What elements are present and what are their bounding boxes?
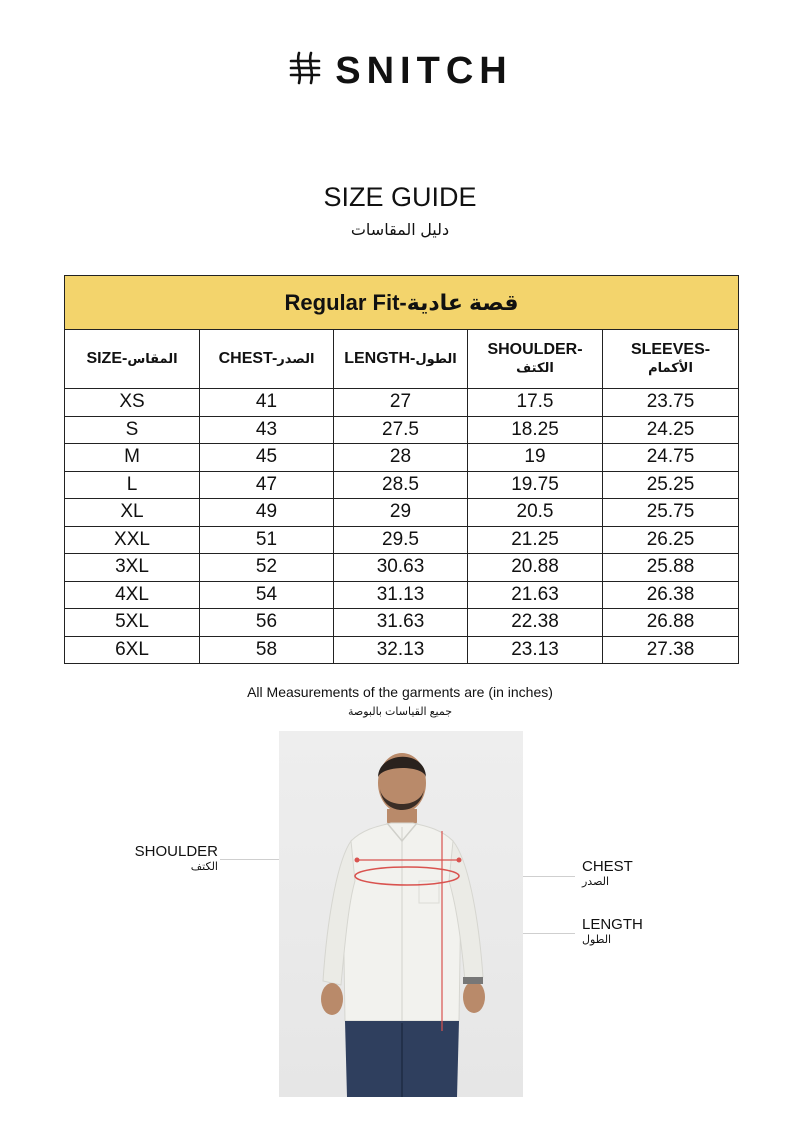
column-header-en: SHOULDER- <box>487 341 583 358</box>
page-subtitle-arabic: دليل المقاسات <box>350 222 450 239</box>
table-cell: 27.38 <box>603 636 739 664</box>
table-cell: 54 <box>200 581 334 609</box>
table-cell: 28 <box>334 444 468 472</box>
table-cell: 31.13 <box>334 581 468 609</box>
table-row <box>65 444 739 472</box>
table-cell: 32.13 <box>334 636 468 664</box>
brand-name: SNITCH <box>335 49 513 92</box>
table-cell: 17.5 <box>468 389 603 417</box>
table-cell: 26.88 <box>603 609 739 637</box>
brand-logo <box>0 50 800 91</box>
table-cell: XXL <box>65 526 200 554</box>
table-cell: 19 <box>468 444 603 472</box>
table-cell: 41 <box>200 389 334 417</box>
length-label <box>582 916 643 947</box>
table-row <box>65 526 739 554</box>
column-header-ar: الأكمام <box>648 360 693 375</box>
measurement-note: All Measurements of the garments are (in inches) <box>247 684 553 700</box>
model-photo <box>279 731 523 1097</box>
table-row <box>65 609 739 637</box>
table-cell: 20.88 <box>468 554 603 582</box>
chest-label-ar: الصدر <box>582 876 610 888</box>
table-row <box>65 389 739 417</box>
model-watch <box>463 977 483 984</box>
column-header-en: SLEEVES- <box>630 341 711 358</box>
table-cell: M <box>65 444 200 472</box>
table-cell: S <box>65 416 200 444</box>
shoulder-measure-end <box>457 858 462 863</box>
table-cell: 4XL <box>65 581 200 609</box>
column-header-ar: الطول <box>415 351 457 366</box>
column-header-en: SIZE- <box>86 350 128 367</box>
table-cell: 28.5 <box>334 471 468 499</box>
shoulder-measure-start <box>355 858 360 863</box>
column-header-en: LENGTH- <box>344 350 416 367</box>
fit-title: Regular Fit-قصة عادية <box>65 276 739 330</box>
table-cell: 26.38 <box>603 581 739 609</box>
hash-grid-logo-icon <box>287 50 323 91</box>
table-cell: 24.75 <box>603 444 739 472</box>
column-header <box>200 330 334 389</box>
table-cell: 21.63 <box>468 581 603 609</box>
model-left-hand <box>321 983 343 1015</box>
length-label-ar: الطول <box>582 934 612 946</box>
table-cell: 52 <box>200 554 334 582</box>
table-cell: 19.75 <box>468 471 603 499</box>
table-cell: 47 <box>200 471 334 499</box>
table-cell: XS <box>65 389 200 417</box>
table-cell: 29.5 <box>334 526 468 554</box>
table-cell: 45 <box>200 444 334 472</box>
table-cell: 26.25 <box>603 526 739 554</box>
table-row <box>65 636 739 664</box>
table-cell: 23.75 <box>603 389 739 417</box>
column-header <box>603 330 739 389</box>
chest-label <box>582 858 634 889</box>
table-cell: 25.75 <box>603 499 739 527</box>
measurement-note-arabic: جميع القياسات بالبوصة <box>347 706 453 718</box>
table-cell: 56 <box>200 609 334 637</box>
table-cell: 27.5 <box>334 416 468 444</box>
table-cell: 25.25 <box>603 471 739 499</box>
table-cell: XL <box>65 499 200 527</box>
table-cell: 23.13 <box>468 636 603 664</box>
table-row <box>65 471 739 499</box>
column-header-ar: المقاس <box>127 351 178 366</box>
column-header <box>334 330 468 389</box>
column-header-ar: الصدر <box>277 351 315 366</box>
chest-label-en: CHEST <box>582 858 633 875</box>
table-cell: 49 <box>200 499 334 527</box>
model-right-hand <box>463 981 485 1013</box>
table-cell: 18.25 <box>468 416 603 444</box>
shoulder-label-ar: الكتف <box>190 861 218 873</box>
table-row <box>65 499 739 527</box>
table-row <box>65 554 739 582</box>
column-header-en: CHEST- <box>218 350 278 367</box>
table-row <box>65 416 739 444</box>
table-cell: 20.5 <box>468 499 603 527</box>
length-label-en: LENGTH <box>582 916 643 933</box>
table-cell: 21.25 <box>468 526 603 554</box>
shoulder-label <box>134 843 218 874</box>
table-cell: 25.88 <box>603 554 739 582</box>
table-cell: 29 <box>334 499 468 527</box>
table-cell: 58 <box>200 636 334 664</box>
page-title: SIZE GUIDE <box>323 182 477 212</box>
table-row <box>65 581 739 609</box>
table-cell: 3XL <box>65 554 200 582</box>
table-cell: 5XL <box>65 609 200 637</box>
table-cell: 43 <box>200 416 334 444</box>
table-cell: 51 <box>200 526 334 554</box>
column-header <box>468 330 603 389</box>
table-cell: 6XL <box>65 636 200 664</box>
size-chart-table <box>64 275 739 664</box>
shoulder-label-en: SHOULDER <box>134 843 218 860</box>
column-header-ar: الكتف <box>516 360 554 375</box>
table-cell: 30.63 <box>334 554 468 582</box>
table-cell: L <box>65 471 200 499</box>
table-cell: 24.25 <box>603 416 739 444</box>
table-cell: 31.63 <box>334 609 468 637</box>
table-cell: 22.38 <box>468 609 603 637</box>
table-cell: 27 <box>334 389 468 417</box>
column-header <box>65 330 200 389</box>
